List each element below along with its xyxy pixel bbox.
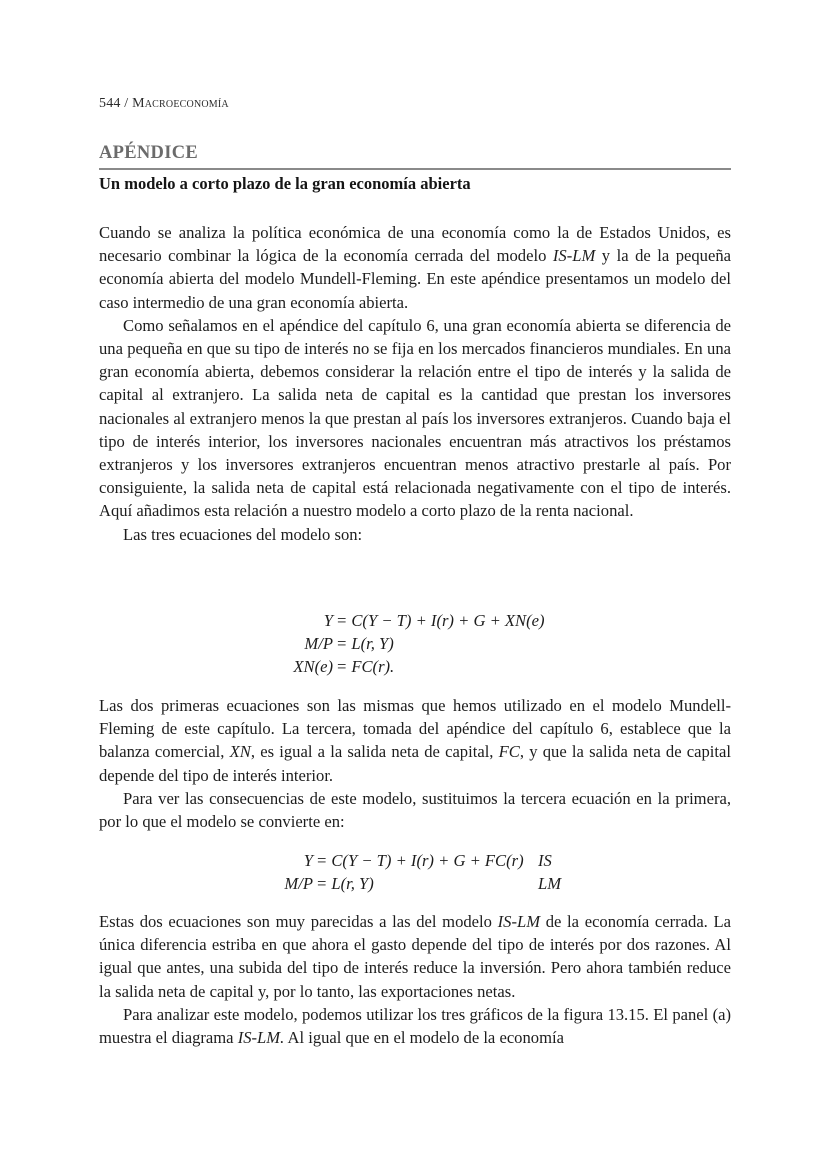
equation-rhs: = C(Y − T) + I(r) + G + FC(r): [316, 851, 524, 870]
section-title: Un modelo a corto plazo de la gran economía abierta: [99, 174, 471, 193]
equation-tag: LM: [538, 874, 562, 894]
appendix-heading: APÉNDICE: [99, 143, 199, 163]
equation-lhs: Y: [323, 611, 333, 630]
equation-rhs: = FC(r).: [336, 657, 395, 677]
paragraph-4: Las dos primeras ecuaciones son las mismas que hemos utilizado en el modelo Mundell-Fleming de este capítulo. La tercera, tomada del apéndice del capítulo 6, establece que la balanza comercial, XN, es igual a la salida neta de capital, FC, y que la salida neta de capital depende del tipo de interés interior.: [99, 696, 731, 785]
term-is-lm: IS-LM: [552, 246, 596, 266]
running-head-separator: /: [120, 96, 133, 111]
term-is-lm: IS-LM.: [237, 1028, 285, 1048]
equation-set-1: [251, 609, 545, 679]
paragraph-3: Las tres ecuaciones del modelo son:: [123, 524, 363, 544]
body-block-1: [99, 221, 731, 546]
paragraph-7: Para analizar este modelo, podemos utilizar los tres gráficos de la figura 13.15. El panel (a) muestra el diagrama IS-LM. Al igual que en el modelo de la economía: [99, 1004, 731, 1048]
paragraph-6: Estas dos ecuaciones son muy parecidas a las del modelo IS-LM de la economía cerrada. La única diferencia estriba en que ahora el gasto depende del tipo de interés por dos razones. Al igual que antes, una subida del tipo de interés reduce la inversión. Pero ahora también reduce la salida neta de capital y, por lo tanto, las exportaciones netas.: [99, 912, 732, 1001]
equation-lhs: Y: [303, 851, 313, 870]
equation-lhs: M/P: [284, 874, 313, 894]
book-title: Macroeconomía: [132, 96, 229, 111]
equation-row: [251, 655, 545, 678]
page-number: 544: [99, 96, 121, 111]
equation-set-2: [243, 849, 573, 895]
term-is-lm: IS-LM: [497, 912, 541, 931]
equation-row: [243, 872, 573, 895]
body-block-2: [99, 694, 731, 833]
equation-row: [251, 609, 545, 632]
paragraph-5: Para ver las consecuencias de este modelo, sustituimos la tercera ecuación en la primera, por lo que el modelo se convierte en:: [99, 788, 731, 832]
equation-tag: IS: [538, 851, 552, 870]
heading-rule: [99, 168, 731, 170]
term-fc: FC: [498, 742, 520, 762]
term-xn: XN: [229, 742, 251, 762]
paragraph-2: Como señalamos en el apéndice del capítulo 6, una gran economía abierta se diferencia de una pequeña en que su tipo de interés no se fija en los mercados financieros mundiales. En una gran economía abierta, debemos considerar la relación entre el tipo de interés y la salida de capital al extranjero. La salida neta de capital es la cantidad que prestan los inversores nacionales al extranjero menos la que prestan al país los inversores extranjeros. Cuando baja el tipo de interés interior, los inversores nacionales encuentran más atractivos los préstamos extranjeros y los inversores extranjeros encuentran menos atractivo prestarle al país. Por consiguiente, la salida neta de capital está relacionada negativamente con el tipo de interés. Aquí añadimos esta relación a nuestro modelo a corto plazo de la renta nacional.: [99, 315, 731, 521]
equation-rhs: = L(r, Y): [336, 634, 394, 654]
paragraph-1: Cuando se analiza la política económica de una economía como la de Estados Unidos, es necesario combinar la lógica de la economía cerrada del modelo IS-LM y la de la pequeña economía abierta del modelo Mundell-Fleming. En este apéndice presentamos un modelo del caso intermedio de una gran economía abierta.: [99, 223, 731, 312]
equation-row: [251, 632, 545, 655]
equation-rhs: = C(Y − T) + I(r) + G + XN(e): [336, 611, 545, 630]
equation-rhs: = L(r, Y): [316, 874, 374, 894]
equation-lhs: M/P: [304, 634, 333, 654]
equation-row: [243, 849, 573, 872]
running-head: [99, 96, 229, 112]
equation-lhs: XN(e): [293, 657, 333, 677]
body-block-3: [99, 910, 731, 1049]
